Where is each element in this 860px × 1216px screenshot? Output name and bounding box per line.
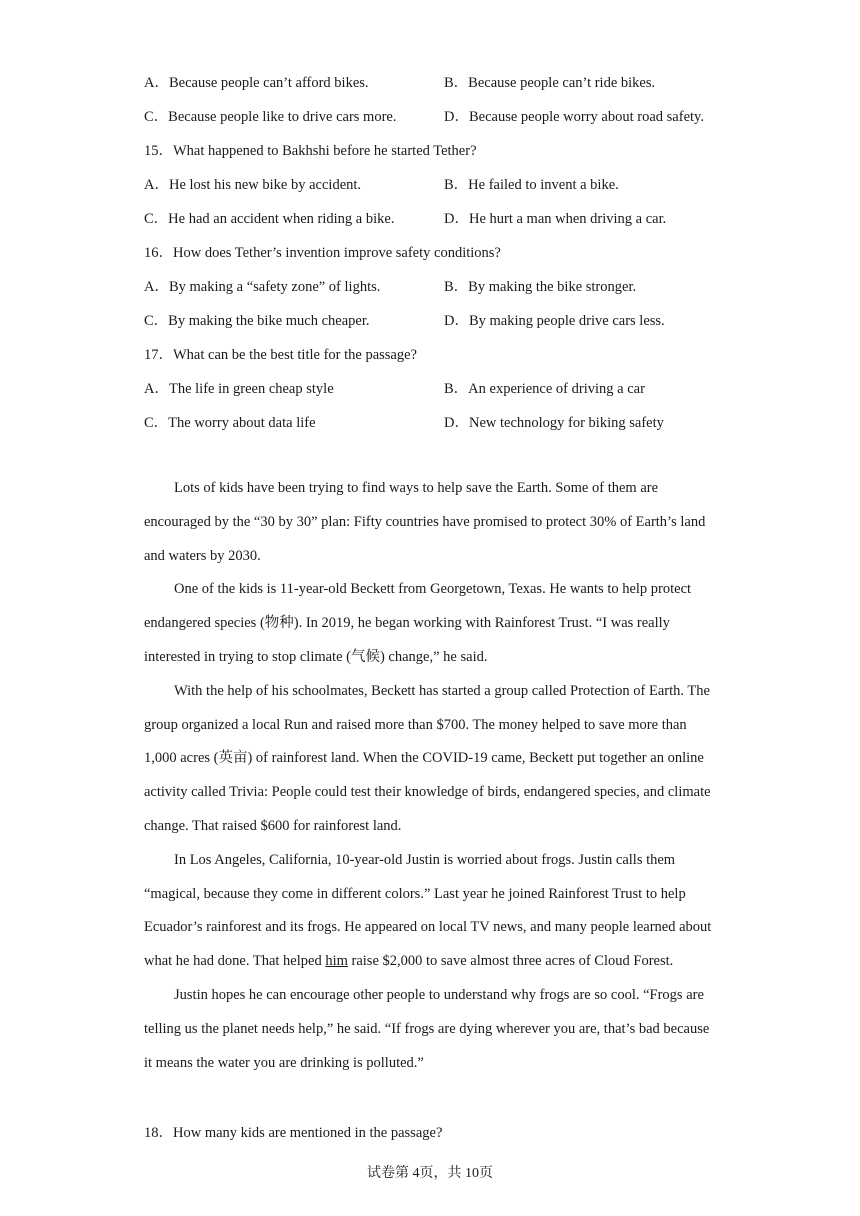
q15-option-d: D．He hurt a man when driving a car. [444, 211, 667, 227]
q15-option-c: C．He had an accident when riding a bike. [144, 211, 395, 227]
underlined-word-him: him [325, 953, 348, 970]
q14-option-d: D．Because people worry about road safety. [444, 109, 704, 125]
passage-paragraph-4 [144, 844, 719, 979]
q16-option-a: A．By making a “safety zone” of lights. [144, 279, 381, 295]
q18-stem: 18．How many kids are mentioned in the passage? [144, 1125, 443, 1141]
passage-paragraph-3: With the help of his schoolmates, Beckett has started a group called Protection of Earth. The group organized a local Run and raised more than $700. The money helped to save more than 1,000 acres (英亩) of rainforest land. When the COVID-19 came, Beckett put together an online activity called Trivia: People could test their knowledge of birds, endangered species, and climate change. That raised $600 for rainforest land. [144, 682, 711, 834]
q17-option-d: D．New technology for biking safety [444, 415, 664, 431]
q16-option-d: D．By making people drive cars less. [444, 313, 665, 329]
q17-stem: 17．What can be the best title for the passage? [144, 347, 417, 363]
passage-paragraph-5: Justin hopes he can encourage other people to understand why frogs are so cool. “Frogs are telling us the planet needs help,” he said. “If frogs are dying wherever you are, that’s bad because it means the water you are drinking is polluted.” [144, 986, 710, 1071]
q17-option-b: B．An experience of driving a car [444, 381, 645, 397]
q14-option-c: C．Because people like to drive cars more. [144, 109, 397, 125]
q16-option-b: B．By making the bike stronger. [444, 279, 637, 295]
q15-option-b: B．He failed to invent a bike. [444, 177, 619, 193]
reading-passage [144, 472, 719, 1080]
q16-option-c: C．By making the bike much cheaper. [144, 313, 370, 329]
paragraph-4-text-after: raise $2,000 to save almost three acres of Cloud Forest. [347, 953, 674, 970]
q15-option-a: A．He lost his new bike by accident. [144, 177, 362, 193]
q15-stem: 15．What happened to Bakhshi before he started Tether? [144, 143, 477, 159]
q16-stem: 16．How does Tether’s invention improve safety conditions? [144, 245, 501, 261]
q17-option-c: C．The worry about data life [144, 415, 316, 431]
passage-paragraph-1: Lots of kids have been trying to find ways to help save the Earth. Some of them are encouraged by the “30 by 30” plan: Fifty countries have promised to protect 30% of Earth’s land and waters by 2030. [144, 480, 706, 564]
paragraph-4-text-before: In Los Angeles, California, 10-year-old Justin is worried about frogs. Justin calls them “magical, because they come in different colors.” Last year he joined Rainforest Trust to help Ecuador’s rainforest and its frogs. He appeared on local TV news, and many people learned about what he had done. That helped [144, 851, 712, 970]
q14-option-b: B．Because people can’t ride bikes. [444, 75, 656, 91]
page-footer: 试卷第 4页，共 10页 [367, 1166, 493, 1181]
passage-paragraph-2: One of the kids is 11-year-old Beckett from Georgetown, Texas. He wants to help protect endangered species (物种). In 2019, he began working with Rainforest Trust. “I was really interested in trying to stop climate (气候) change,” he said. [144, 581, 692, 665]
q14-option-a: A．Because people can’t afford bikes. [144, 75, 369, 91]
q17-option-a: A．The life in green cheap style [144, 381, 334, 397]
